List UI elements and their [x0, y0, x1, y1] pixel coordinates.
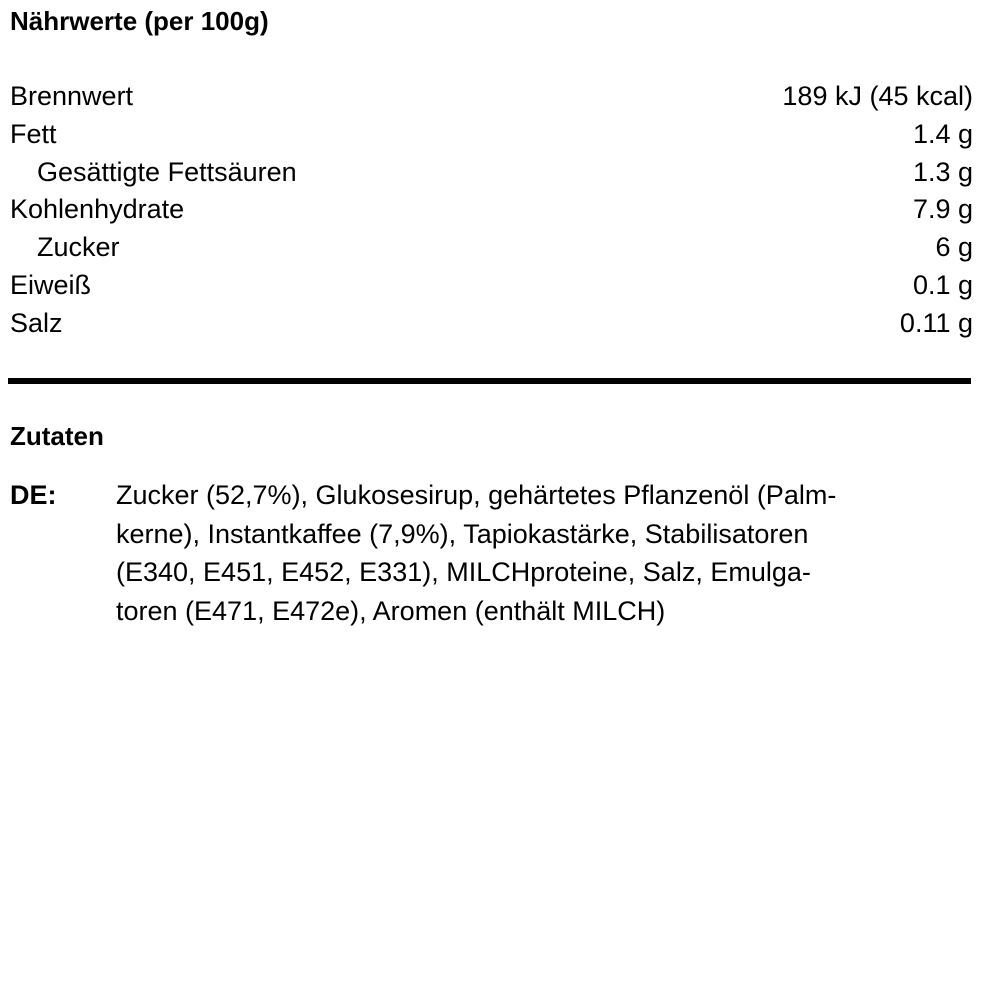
section-divider — [8, 378, 971, 384]
ingredients-text — [116, 476, 966, 630]
nutrient-value: 0.1 g — [912, 269, 973, 300]
nutrition-row-fat — [10, 116, 973, 154]
nutrition-row-protein — [10, 267, 973, 305]
nutrient-value: 6 g — [935, 232, 973, 263]
nutrition-row-energy — [10, 78, 973, 116]
nutrient-name: Eiweiß — [10, 269, 92, 300]
nutrient-value: 1.3 g — [912, 156, 973, 187]
nutrient-name: Fett — [10, 118, 57, 149]
nutrition-heading: Nährwerte (per 100g) — [10, 6, 269, 36]
nutrient-name: Salz — [10, 307, 63, 338]
nutrition-row-sugar — [10, 229, 973, 267]
ingredients-heading: Zutaten — [10, 421, 104, 451]
nutrient-name: Gesättigte Fettsäuren — [37, 156, 297, 187]
nutrition-table — [10, 78, 973, 343]
nutrient-value: 7.9 g — [912, 194, 973, 225]
ingredients-line: kerne), Instantkaffee (7,9%), Tapiokastärke, Stabilisatoren — [116, 518, 809, 549]
nutrient-name: Brennwert — [10, 81, 134, 111]
nutrient-name: Zucker — [37, 232, 120, 263]
nutrient-name: Kohlenhydrate — [10, 194, 185, 225]
ingredients-line: Zucker (52,7%), Glukosesirup, gehärtetes Pflanzenöl (Palm- — [116, 480, 837, 510]
nutrient-value: 0.11 g — [899, 307, 973, 338]
ingredients-line: (E340, E451, E452, E331), MILCHproteine, Salz, Emulga- — [116, 557, 811, 587]
nutrient-value: 1.4 g — [912, 118, 973, 149]
nutrition-row-saturated-fat — [10, 154, 973, 192]
nutrition-row-carbohydrates — [10, 191, 973, 229]
ingredients-line: toren (E471, E472e), Aromen (enthält MILCH) — [116, 595, 666, 626]
nutrition-row-salt — [10, 305, 973, 343]
nutrient-value: 189 kJ (45 kcal) — [782, 81, 973, 111]
ingredients-language-label: DE: — [10, 480, 57, 510]
